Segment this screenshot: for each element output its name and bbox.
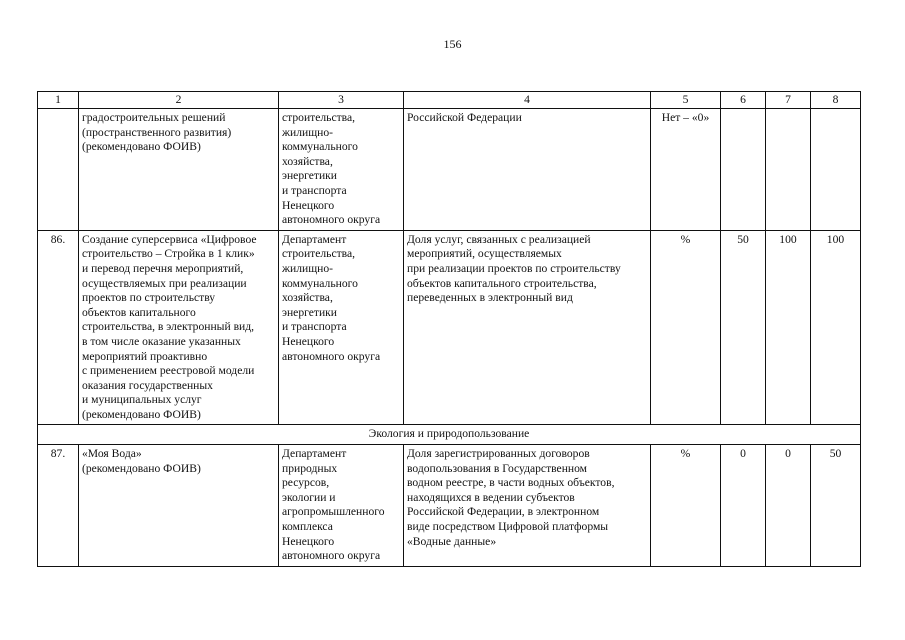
unit-cell: % [651,445,721,567]
project-name-cell: «Моя Вода» (рекомендовано ФОИВ) [79,445,279,567]
document-table [37,91,861,567]
header-col-7: 7 [766,92,811,109]
page-number: 156 [443,37,462,51]
indicator-cell: Доля зарегистрированных договоров водопользования в Государственном водном реестре, в части водных объектов, находящихся в ведении субъектов Российской Федерации, в электронном виде посредством Цифровой платформы «Водные данные» [404,445,651,567]
unit-cell: % [651,230,721,425]
header-col-2: 2 [79,92,279,109]
row-number-cell: 87. [38,445,79,567]
unit-cell: Нет – «0» [651,109,721,231]
header-col-8: 8 [811,92,861,109]
value-cell-6 [721,109,766,231]
value-cell-7: 100 [766,230,811,425]
table-row-87 [38,445,861,567]
header-col-1: 1 [38,92,79,109]
responsible-cell: Департамент природных ресурсов, экологии и агропромышленного комплекса Ненецкого автономного округа [279,445,404,567]
value-cell-8 [811,109,861,231]
section-row [38,425,861,445]
value-cell-7: 0 [766,445,811,567]
table-row-86 [38,230,861,425]
responsible-cell: Департамент строительства, жилищно- коммунального хозяйства, энергетики и транспорта Ненецкого автономного округа [279,230,404,425]
table-row-continued [38,109,861,231]
indicator-cell: Российской Федерации [404,109,651,231]
responsible-cell: строительства, жилищно- коммунального хозяйства, энергетики и транспорта Ненецкого автономного округа [279,109,404,231]
value-cell-8: 50 [811,445,861,567]
header-col-3: 3 [279,92,404,109]
header-col-6: 6 [721,92,766,109]
value-cell-6: 50 [721,230,766,425]
value-cell-7 [766,109,811,231]
row-number-cell [38,109,79,231]
header-row [38,92,861,109]
project-name-cell: градостроительных решений (пространственного развития) (рекомендовано ФОИВ) [79,109,279,231]
header-col-4: 4 [404,92,651,109]
row-number-cell: 86. [38,230,79,425]
header-col-5: 5 [651,92,721,109]
value-cell-8: 100 [811,230,861,425]
section-title: Экология и природопользование [38,425,861,445]
indicator-cell: Доля услуг, связанных с реализацией мероприятий, осуществляемых при реализации проектов по строительству объектов капитального строительства, переведенных в электронный вид [404,230,651,425]
project-name-cell: Создание суперсервиса «Цифровое строительство – Стройка в 1 клик» и перевод перечня мероприятий, осуществляемых при реализации проектов по строительству объектов капитального строительства, в электронный вид, в том числе оказание указанных мероприятий проактивно с применением реестровой модели оказания государственных и муниципальных услуг (рекомендовано ФОИВ) [79,230,279,425]
value-cell-6: 0 [721,445,766,567]
